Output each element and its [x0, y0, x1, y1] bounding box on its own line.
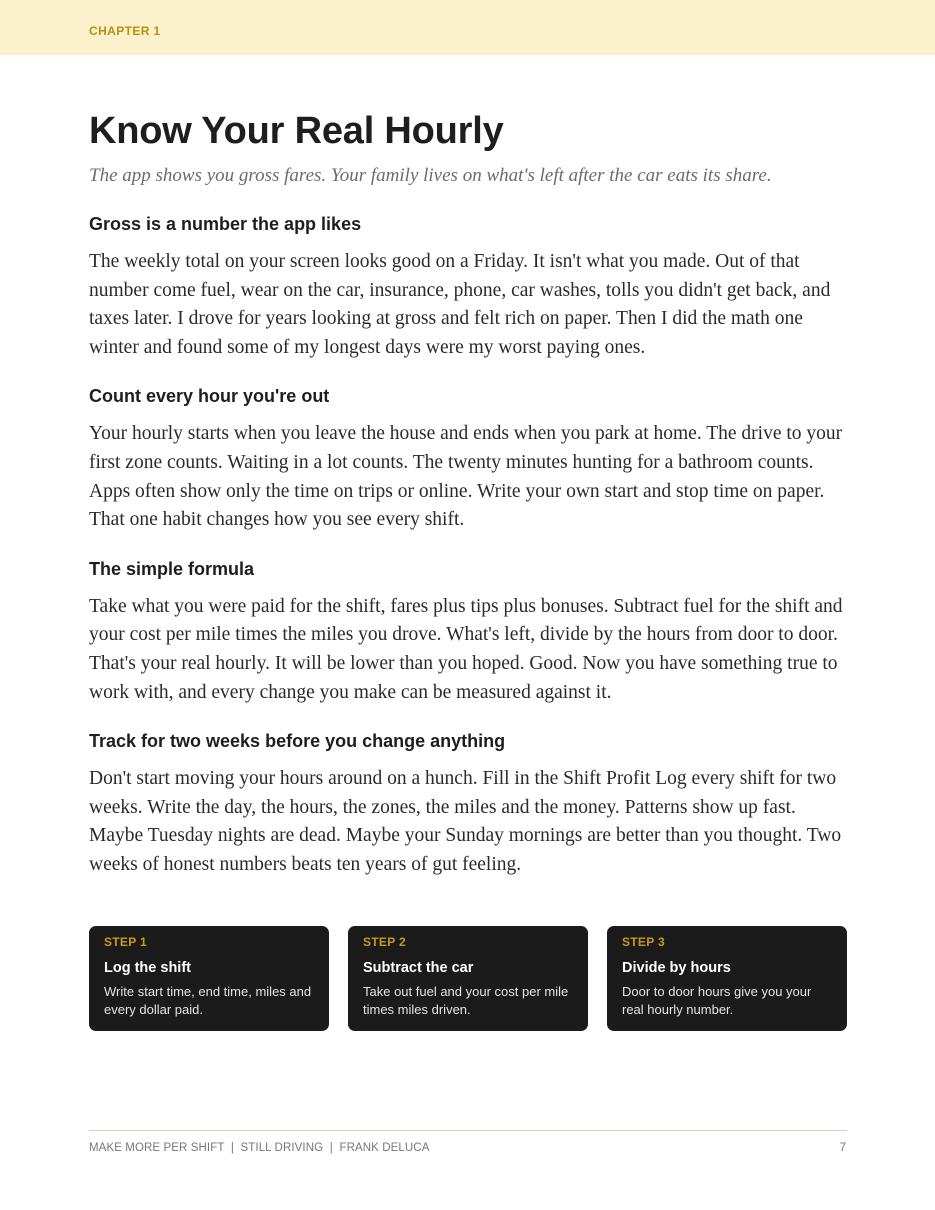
page-number: 7	[839, 1142, 846, 1154]
section-heading-gross: Gross is a number the app likes	[89, 214, 362, 234]
section-body-gross: The weekly total on your screen looks good on a Friday. It isn't what you made. Out of that number come fuel, wear on the car, insurance, phone, car washes, tolls you didn't get back, and taxes later. I drove for years looking at gross and felt rich on paper. Then I did the math one winter and found some of my longest days were my worst paying ones.	[89, 251, 831, 358]
section-heading-track: Track for two weeks before you change anything	[89, 731, 506, 752]
page-title: Know Your Real Hourly	[89, 110, 504, 152]
section-body-formula: Take what you were paid for the shift, fares plus tips plus bonuses. Subtract fuel for the shift and your cost per mile times the miles you drove. What's left, divide by the hours from door to door. That's your real hourly. It will be lower than you hoped. Good. Now you have something true to work with, and every change you make can be measured against it.	[89, 595, 843, 703]
step-number: STEP 2	[363, 935, 406, 949]
section-heading-count-hours: Count every hour you're out	[89, 386, 330, 407]
step-card-1	[89, 926, 329, 1031]
footer-running-title: MAKE MORE PER SHIFT | STILL DRIVING | FRANK DELUCA	[89, 1142, 430, 1154]
step-description: Write start time, end time, miles and every dollar paid.	[104, 984, 312, 1017]
step-title: Subtract the car	[363, 960, 474, 976]
step-description: Door to door hours give you your real hourly number.	[622, 984, 812, 1017]
step-card-2	[348, 926, 588, 1031]
section-body-count-hours: Your hourly starts when you leave the house and ends when you park at home. The drive to your first zone counts. Waiting in a lot counts. The twenty minutes hunting for a bathroom counts. Apps often show only the time on trips or online. Write your own start and stop time on paper. That one habit changes how you see every shift.	[89, 423, 843, 531]
page-subtitle: The app shows you gross fares. Your family lives on what's left after the car eats its share.	[89, 165, 772, 186]
main-content	[89, 108, 847, 880]
step-description: Take out fuel and your cost per mile times miles driven.	[363, 984, 569, 1017]
footer-divider	[89, 1130, 847, 1131]
step-number: STEP 1	[104, 935, 147, 949]
chapter-label: CHAPTER 1	[89, 24, 161, 38]
step-title: Log the shift	[104, 960, 191, 976]
step-title: Divide by hours	[622, 960, 731, 976]
step-number: STEP 3	[622, 935, 665, 949]
section-heading-formula: The simple formula	[89, 558, 255, 579]
steps-row	[89, 926, 847, 1031]
step-card-3	[607, 926, 847, 1031]
section-body-track: Don't start moving your hours around on a hunch. Fill in the Shift Profit Log every shift for two weeks. Write the day, the hours, the zones, the miles and the money. Patterns show up fast. Maybe Tuesday nights are dead. Maybe your Sunday mornings are better than you thought. Two weeks of honest numbers beats ten years of gut feeling.	[89, 768, 842, 875]
